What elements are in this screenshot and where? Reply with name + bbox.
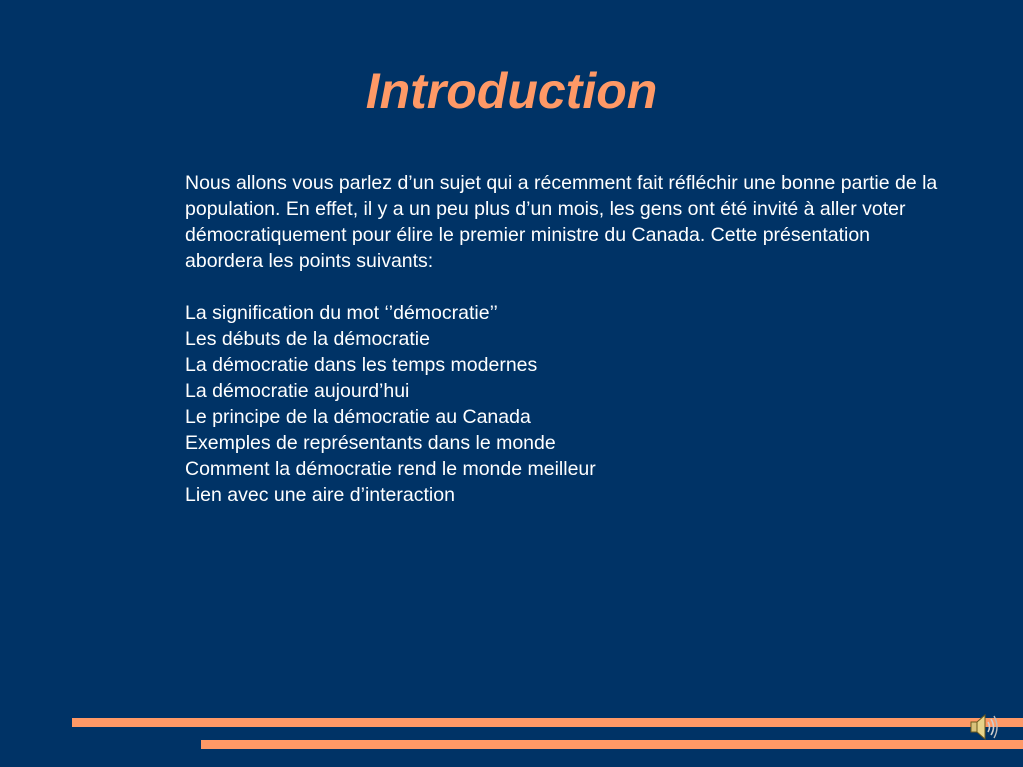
topic-item: La démocratie aujourd’hui [185,380,410,402]
topic-item: Comment la démocratie rend le monde meilleur [185,458,596,480]
decorative-bar-top [72,718,1023,727]
slide-body [185,170,945,508]
topic-item: La signification du mot ‘’démocratie’’ [185,302,498,324]
topic-item: Exemples de représentants dans le monde [185,432,556,454]
intro-paragraph: Nous allons vous parlez d’un sujet qui a récemment fait réfléchir une bonne partie de la population. En effet, il y a un peu plus d’un mois, les gens ont été invité à aller voter démocratiquement pour élire le premier ministre du Canada. Cette présentation abordera les points suivants: [185,172,938,272]
decorative-bar-bottom [201,740,1023,749]
topic-item: La démocratie dans les temps modernes [185,354,538,376]
topic-item: Le principe de la démocratie au Canada [185,406,531,428]
topic-list [185,300,945,508]
topic-item: Les débuts de la démocratie [185,328,430,350]
speaker-sound-icon[interactable] [967,710,999,744]
topic-item: Lien avec une aire d’interaction [185,484,455,506]
slide-title: Introduction [365,63,658,119]
